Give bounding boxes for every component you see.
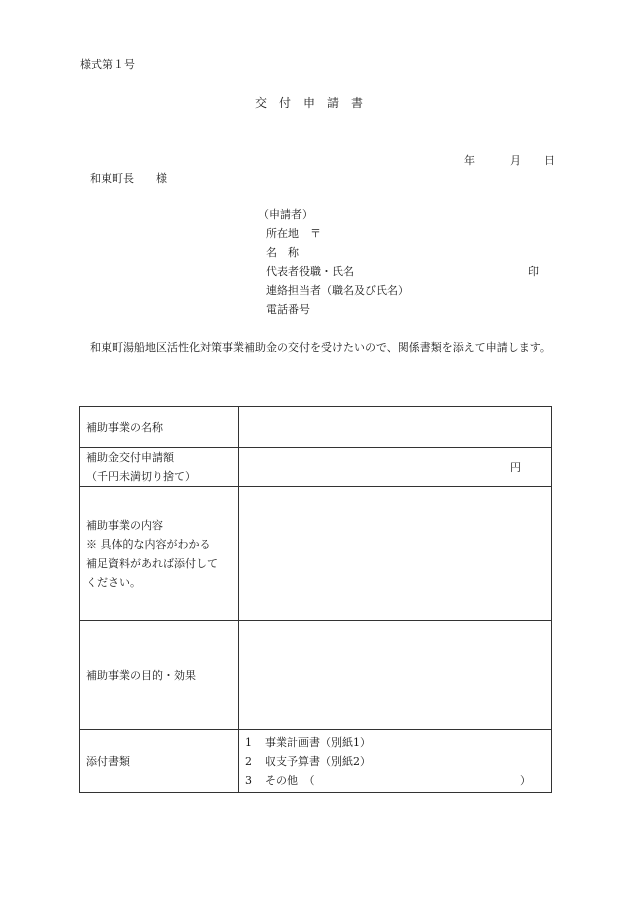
table-row: [80, 487, 552, 621]
attachment-number: 3: [245, 773, 252, 787]
list-item: [245, 771, 545, 790]
content-label-line2: ※ 具体的な内容がわかる: [86, 537, 211, 551]
amount-field[interactable]: [239, 448, 552, 487]
attachment-text: 収支予算書（別紙2）: [265, 754, 371, 768]
project-name-field[interactable]: [239, 407, 552, 448]
content-label-line4: ください。: [86, 575, 141, 589]
attachment-number: 1: [245, 735, 252, 749]
representative-label: 代表者役職・氏名: [266, 265, 354, 278]
content-label-line1: 補助事業の内容: [86, 518, 163, 532]
attachment-number: 2: [245, 754, 252, 768]
attachment-close-paren: ）: [520, 773, 531, 787]
address-label: 所在地 〒: [266, 227, 321, 240]
form-number: 様式第１号: [80, 58, 135, 71]
date-month: 月: [510, 154, 521, 167]
date-year: 年: [464, 154, 475, 167]
application-table: [79, 406, 552, 793]
phone-label: 電話番号: [266, 303, 310, 316]
amount-unit: 円: [510, 460, 521, 474]
attachment-text: その他 （: [265, 773, 315, 787]
content-label: [80, 487, 239, 621]
list-item: [245, 733, 545, 752]
table-row: [80, 621, 552, 730]
applicant-block: [258, 208, 558, 322]
table-row: [80, 407, 552, 448]
attachment-text: 事業計画書（別紙1）: [265, 735, 371, 749]
attachments-label: 添付書類: [80, 730, 239, 793]
document-title: 交付申請書: [254, 96, 375, 110]
amount-label: [80, 448, 239, 487]
date-line: [464, 154, 555, 167]
purpose-label: 補助事業の目的・効果: [80, 621, 239, 730]
list-item: [245, 752, 545, 771]
table-row: [80, 730, 552, 793]
name-label: 名 称: [266, 246, 299, 259]
addressee: 和東町長 様: [90, 172, 167, 185]
contact-label: 連絡担当者（職名及び氏名）: [266, 284, 409, 297]
amount-label-line2: （千円未満切り捨て）: [86, 470, 196, 483]
project-name-label: 補助事業の名称: [80, 407, 239, 448]
amount-label-line1: 補助金交付申請額: [86, 451, 174, 464]
applicant-heading: （申請者）: [258, 208, 313, 221]
date-day: 日: [544, 154, 555, 167]
content-field[interactable]: [239, 487, 552, 621]
content-label-line3: 補足資料があれば添付して: [86, 556, 218, 570]
table-row: [80, 448, 552, 487]
seal-mark: 印: [528, 265, 539, 278]
attachments-list: [239, 730, 552, 793]
purpose-field[interactable]: [239, 621, 552, 730]
application-statement: 和東町湯船地区活性化対策事業補助金の交付を受けたいので、関係書類を添えて申請します。: [90, 341, 551, 354]
